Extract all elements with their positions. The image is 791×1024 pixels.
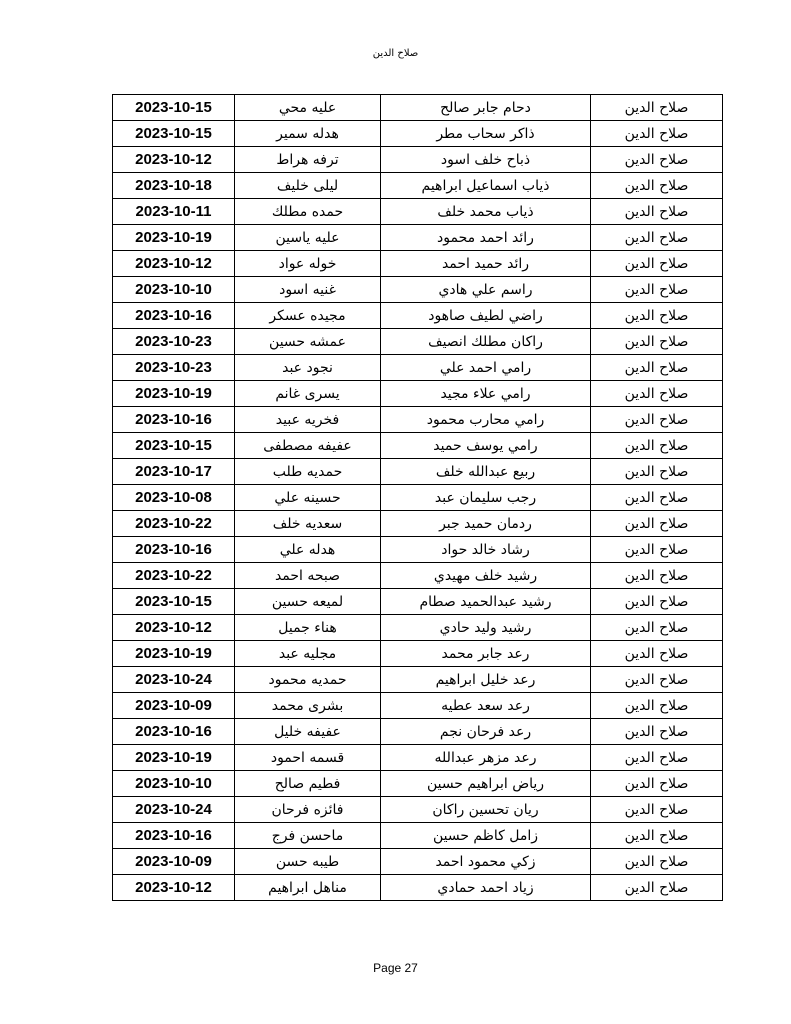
table-row	[113, 433, 723, 459]
full-name-cell: رياض ابراهيم حسين	[381, 771, 591, 797]
district-cell: صلاح الدين	[591, 95, 723, 121]
date-cell: 2023-10-09	[113, 693, 235, 719]
records-table-body	[113, 95, 723, 901]
district-cell: صلاح الدين	[591, 459, 723, 485]
mother-name-cell: مجيده عسكر	[235, 303, 381, 329]
table-row	[113, 381, 723, 407]
mother-name-cell: بشرى محمد	[235, 693, 381, 719]
table-row	[113, 849, 723, 875]
district-cell: صلاح الدين	[591, 303, 723, 329]
mother-name-cell: قسمه احمود	[235, 745, 381, 771]
full-name-cell: رعد مزهر عبدالله	[381, 745, 591, 771]
date-cell: 2023-10-16	[113, 823, 235, 849]
date-cell: 2023-10-16	[113, 719, 235, 745]
table-row	[113, 95, 723, 121]
full-name-cell: ردمان حميد جبر	[381, 511, 591, 537]
district-cell: صلاح الدين	[591, 849, 723, 875]
date-cell: 2023-10-15	[113, 589, 235, 615]
mother-name-cell: عفيفه مصطفى	[235, 433, 381, 459]
full-name-cell: رشاد خالد حواد	[381, 537, 591, 563]
district-cell: صلاح الدين	[591, 693, 723, 719]
mother-name-cell: ماحسن فرج	[235, 823, 381, 849]
district-cell: صلاح الدين	[591, 719, 723, 745]
full-name-cell: ربيع عبدالله خلف	[381, 459, 591, 485]
table-row	[113, 823, 723, 849]
full-name-cell: ذياب اسماعيل ابراهيم	[381, 173, 591, 199]
mother-name-cell: نجود عبد	[235, 355, 381, 381]
mother-name-cell: لميعه حسين	[235, 589, 381, 615]
mother-name-cell: فطيم صالح	[235, 771, 381, 797]
district-cell: صلاح الدين	[591, 433, 723, 459]
date-cell: 2023-10-09	[113, 849, 235, 875]
date-cell: 2023-10-15	[113, 433, 235, 459]
mother-name-cell: هدله سمير	[235, 121, 381, 147]
full-name-cell: رعد فرحان نجم	[381, 719, 591, 745]
table-row	[113, 147, 723, 173]
district-cell: صلاح الدين	[591, 823, 723, 849]
date-cell: 2023-10-12	[113, 147, 235, 173]
full-name-cell: رشيد خلف مهيدي	[381, 563, 591, 589]
table-row	[113, 511, 723, 537]
district-cell: صلاح الدين	[591, 251, 723, 277]
table-row	[113, 303, 723, 329]
district-cell: صلاح الدين	[591, 511, 723, 537]
full-name-cell: زياد احمد حمادي	[381, 875, 591, 901]
mother-name-cell: خوله عواد	[235, 251, 381, 277]
mother-name-cell: عليه ياسين	[235, 225, 381, 251]
district-cell: صلاح الدين	[591, 745, 723, 771]
mother-name-cell: هناء جميل	[235, 615, 381, 641]
mother-name-cell: هدله علي	[235, 537, 381, 563]
date-cell: 2023-10-12	[113, 875, 235, 901]
table-row	[113, 719, 723, 745]
date-cell: 2023-10-19	[113, 381, 235, 407]
district-cell: صلاح الدين	[591, 537, 723, 563]
full-name-cell: رشيد عبدالحميد صطام	[381, 589, 591, 615]
full-name-cell: رائد حميد احمد	[381, 251, 591, 277]
date-cell: 2023-10-24	[113, 797, 235, 823]
full-name-cell: راسم علي هادي	[381, 277, 591, 303]
page-header	[0, 48, 791, 59]
district-cell: صلاح الدين	[591, 121, 723, 147]
table-row	[113, 771, 723, 797]
table-row	[113, 459, 723, 485]
district-cell: صلاح الدين	[591, 199, 723, 225]
district-cell: صلاح الدين	[591, 771, 723, 797]
table-row	[113, 667, 723, 693]
district-cell: صلاح الدين	[591, 329, 723, 355]
table-row	[113, 589, 723, 615]
district-cell: صلاح الدين	[591, 875, 723, 901]
date-cell: 2023-10-18	[113, 173, 235, 199]
full-name-cell: زامل كاظم حسين	[381, 823, 591, 849]
district-cell: صلاح الدين	[591, 615, 723, 641]
table-row	[113, 277, 723, 303]
table-row	[113, 745, 723, 771]
full-name-cell: رجب سليمان عبد	[381, 485, 591, 511]
date-cell: 2023-10-22	[113, 563, 235, 589]
table-row	[113, 537, 723, 563]
page-footer	[0, 961, 791, 975]
records-table	[112, 94, 723, 901]
district-cell: صلاح الدين	[591, 381, 723, 407]
mother-name-cell: فائزه فرحان	[235, 797, 381, 823]
date-cell: 2023-10-19	[113, 745, 235, 771]
date-cell: 2023-10-22	[113, 511, 235, 537]
district-cell: صلاح الدين	[591, 563, 723, 589]
mother-name-cell: مجليه عبد	[235, 641, 381, 667]
district-cell: صلاح الدين	[591, 147, 723, 173]
date-cell: 2023-10-19	[113, 225, 235, 251]
full-name-cell: دحام جابر صالح	[381, 95, 591, 121]
full-name-cell: راكان مطلك انصيف	[381, 329, 591, 355]
full-name-cell: ذاكر سحاب مطر	[381, 121, 591, 147]
mother-name-cell: صبحه احمد	[235, 563, 381, 589]
table-row	[113, 225, 723, 251]
district-cell: صلاح الدين	[591, 589, 723, 615]
full-name-cell: ذياب محمد خلف	[381, 199, 591, 225]
full-name-cell: رشيد وليد حادي	[381, 615, 591, 641]
table-row	[113, 329, 723, 355]
district-cell: صلاح الدين	[591, 225, 723, 251]
full-name-cell: راضي لطيف صاهود	[381, 303, 591, 329]
table-row	[113, 121, 723, 147]
district-cell: صلاح الدين	[591, 355, 723, 381]
records-table-container	[112, 94, 722, 901]
date-cell: 2023-10-16	[113, 407, 235, 433]
page-number: Page 27	[373, 961, 418, 975]
header-title: صلاح الدين	[372, 48, 419, 59]
mother-name-cell: سعديه خلف	[235, 511, 381, 537]
table-row	[113, 641, 723, 667]
mother-name-cell: حمديه محمود	[235, 667, 381, 693]
district-cell: صلاح الدين	[591, 173, 723, 199]
district-cell: صلاح الدين	[591, 667, 723, 693]
full-name-cell: رعد جابر محمد	[381, 641, 591, 667]
mother-name-cell: حمديه طلب	[235, 459, 381, 485]
date-cell: 2023-10-17	[113, 459, 235, 485]
date-cell: 2023-10-10	[113, 277, 235, 303]
mother-name-cell: عليه محي	[235, 95, 381, 121]
full-name-cell: رعد سعد عطيه	[381, 693, 591, 719]
full-name-cell: رامي محارب محمود	[381, 407, 591, 433]
mother-name-cell: عفيفه خليل	[235, 719, 381, 745]
full-name-cell: رامي احمد علي	[381, 355, 591, 381]
mother-name-cell: ترفه هراط	[235, 147, 381, 173]
table-row	[113, 485, 723, 511]
full-name-cell: رعد خليل ابراهيم	[381, 667, 591, 693]
date-cell: 2023-10-23	[113, 329, 235, 355]
mother-name-cell: فخريه عبيد	[235, 407, 381, 433]
date-cell: 2023-10-08	[113, 485, 235, 511]
date-cell: 2023-10-15	[113, 121, 235, 147]
date-cell: 2023-10-12	[113, 615, 235, 641]
date-cell: 2023-10-19	[113, 641, 235, 667]
date-cell: 2023-10-12	[113, 251, 235, 277]
district-cell: صلاح الدين	[591, 641, 723, 667]
full-name-cell: زكي محمود احمد	[381, 849, 591, 875]
table-row	[113, 173, 723, 199]
mother-name-cell: مناهل ابراهيم	[235, 875, 381, 901]
mother-name-cell: عمشه حسين	[235, 329, 381, 355]
full-name-cell: رامي يوسف حميد	[381, 433, 591, 459]
district-cell: صلاح الدين	[591, 797, 723, 823]
mother-name-cell: حمده مطلك	[235, 199, 381, 225]
mother-name-cell: ليلى خليف	[235, 173, 381, 199]
district-cell: صلاح الدين	[591, 407, 723, 433]
date-cell: 2023-10-24	[113, 667, 235, 693]
district-cell: صلاح الدين	[591, 277, 723, 303]
mother-name-cell: غنيه اسود	[235, 277, 381, 303]
full-name-cell: ريان تحسين راكان	[381, 797, 591, 823]
table-row	[113, 355, 723, 381]
full-name-cell: رامي علاء مجيد	[381, 381, 591, 407]
table-row	[113, 797, 723, 823]
district-cell: صلاح الدين	[591, 485, 723, 511]
table-row	[113, 251, 723, 277]
table-row	[113, 875, 723, 901]
mother-name-cell: طيبه حسن	[235, 849, 381, 875]
date-cell: 2023-10-10	[113, 771, 235, 797]
table-row	[113, 199, 723, 225]
date-cell: 2023-10-15	[113, 95, 235, 121]
table-row	[113, 407, 723, 433]
full-name-cell: رائد احمد محمود	[381, 225, 591, 251]
table-row	[113, 615, 723, 641]
date-cell: 2023-10-16	[113, 537, 235, 563]
table-row	[113, 563, 723, 589]
mother-name-cell: يسرى غانم	[235, 381, 381, 407]
mother-name-cell: حسينه علي	[235, 485, 381, 511]
date-cell: 2023-10-11	[113, 199, 235, 225]
table-row	[113, 693, 723, 719]
date-cell: 2023-10-16	[113, 303, 235, 329]
full-name-cell: ذباح خلف اسود	[381, 147, 591, 173]
date-cell: 2023-10-23	[113, 355, 235, 381]
